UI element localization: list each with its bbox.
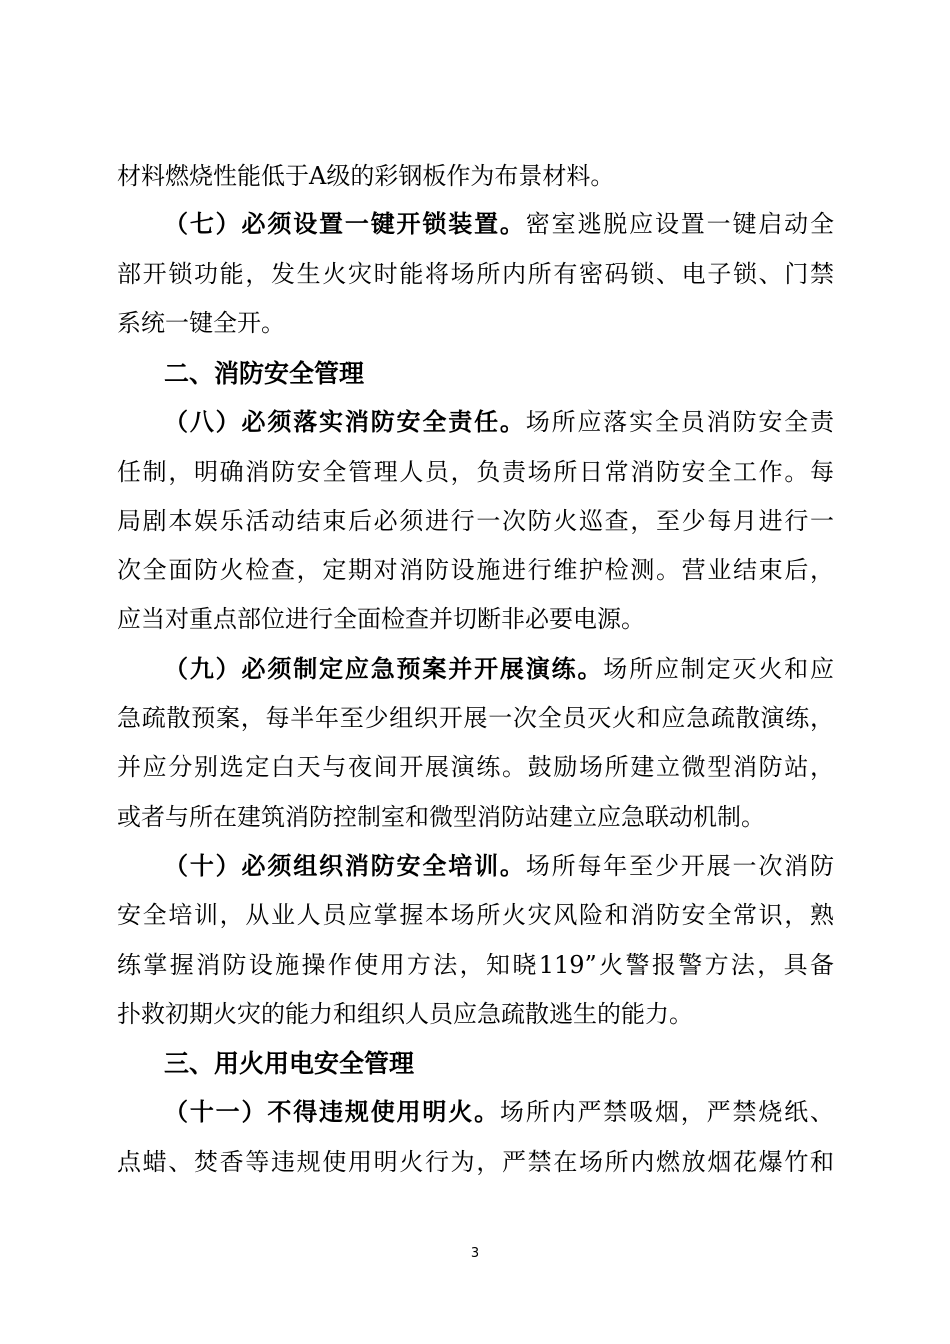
text-line: [0, 505, 834, 537]
paragraph-9-first-line: [0, 653, 834, 685]
text-line: [0, 949, 834, 981]
text-line: [0, 702, 834, 734]
text-line: [0, 307, 834, 339]
line-text: 应当对重点部位进行全面检查并切断非必要电源。: [117, 605, 645, 633]
line-text: 密室逃脱应设置一键启动全: [525, 210, 835, 238]
line-text: 场所应制定灭火和应: [603, 655, 835, 683]
text-line: [0, 456, 834, 488]
paragraph-9-lead: （九）必须制定应急预案并开展演练。: [164, 654, 604, 683]
paragraph-10-first-line: [0, 850, 834, 882]
text-line: [0, 801, 834, 833]
line-text: 材料燃烧性能低于A级的彩钢板作为布景材料。: [117, 162, 615, 190]
paragraph-8-lead: （八）必须落实消防安全责任。: [164, 407, 526, 436]
text-line: [0, 160, 834, 192]
text-line: [0, 603, 834, 635]
text-line: [0, 899, 834, 931]
line-text: 部开锁功能，发生火灾时能将场所内所有密码锁、电子锁、门禁: [117, 260, 834, 288]
paragraph-10-lead: （十）必须组织消防安全培训。: [164, 851, 526, 880]
line-text: 局剧本娱乐活动结束后必须进行一次防火巡查，至少每月进行一: [117, 507, 834, 535]
line-text: 任制，明确消防安全管理人员，负责场所日常消防安全工作。每: [117, 458, 834, 486]
page-number: 3: [470, 1246, 480, 1261]
section-heading-2: 二、消防安全管理: [164, 359, 365, 388]
line-text: 或者与所在建筑消防控制室和微型消防站建立应急联动机制。: [117, 803, 765, 831]
paragraph-11-lead: （十一）不得违规使用明火。: [164, 1097, 500, 1126]
section-heading-3: 三、用火用电安全管理: [164, 1049, 415, 1078]
line-text: 次全面防火检查，定期对消防设施进行维护检测。营业结束后，: [117, 556, 834, 584]
line-text: 安全培训，从业人员应掌握本场所火灾风险和消防安全常识，熟: [117, 901, 834, 929]
line-text: 点蜡、焚香等违规使用明火行为，严禁在场所内燃放烟花爆竹和: [117, 1148, 834, 1176]
line-text: 场所每年至少开展一次消防: [525, 852, 835, 880]
text-line: [0, 554, 834, 586]
line-text: 急疏散预案，每半年至少组织开展一次全员灭火和应急疏散演练，: [117, 704, 834, 732]
line-text: 场所内严禁吸烟，严禁烧纸、: [499, 1098, 835, 1126]
line-text: 系统一键全开。: [117, 309, 285, 337]
line-text: 并应分别选定白天与夜间开展演练。鼓励场所建立微型消防站，: [117, 753, 834, 781]
line-text: 场所应落实全员消防安全责: [525, 408, 835, 436]
line-text: 练掌握消防设施操作使用方法，知晓119”火警报警方法，具备: [117, 951, 834, 979]
paragraph-11-first-line: [0, 1096, 834, 1128]
paragraph-7-lead: （七）必须设置一键开锁装置。: [164, 209, 526, 238]
paragraph-8-first-line: [0, 406, 834, 438]
text-line: [0, 998, 834, 1030]
text-line: [0, 258, 834, 290]
text-line: [0, 751, 834, 783]
paragraph-7-first-line: [0, 208, 834, 240]
line-text: 扑救初期火灾的能力和组织人员应急疏散逃生的能力。: [117, 1000, 693, 1028]
text-line: [0, 1146, 834, 1178]
